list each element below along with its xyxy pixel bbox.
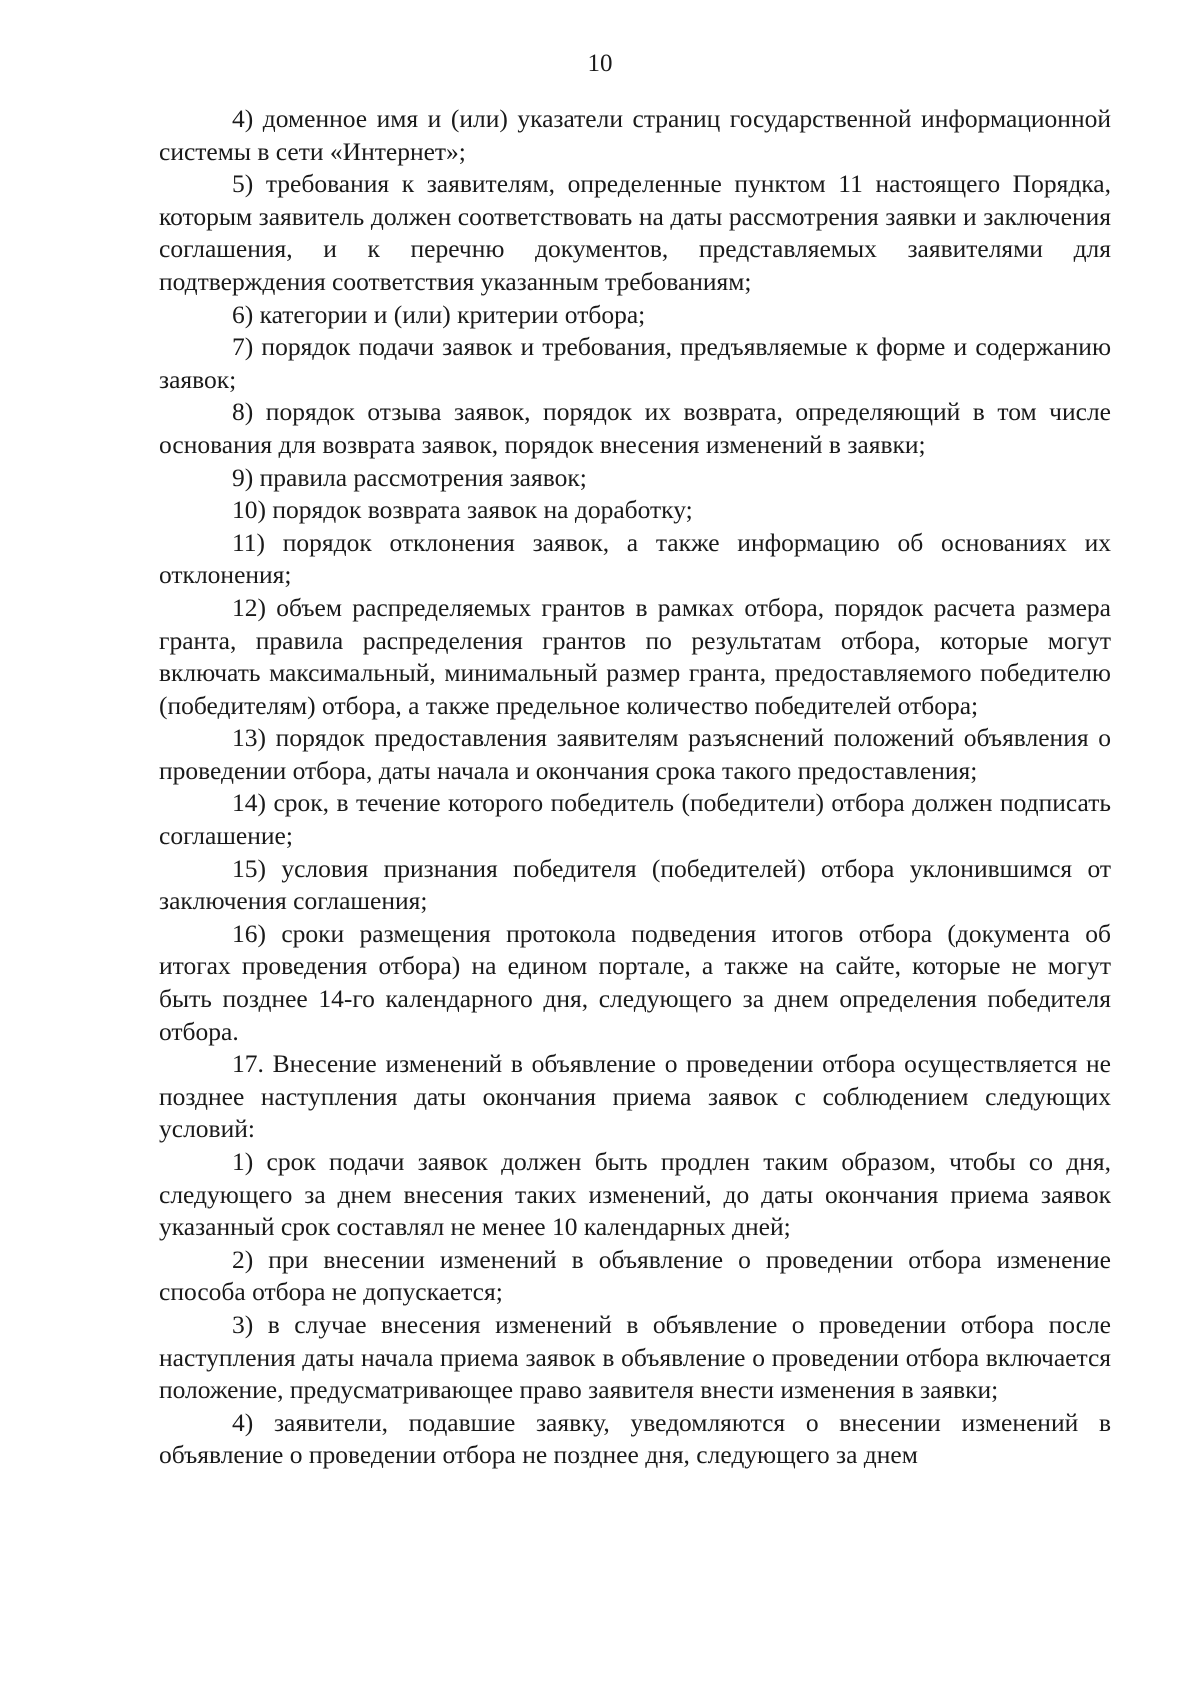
paragraph-item-5-applicant-requirements: 5) требования к заявителям, определенные пунктом 11 настоящего Порядка, которым заявитель должен соответствовать на даты рассмотрения заявки и заключения соглашения, и к перечню документов, представляемых заявителями для подтверждения соответствия указанным требованиям; xyxy=(159,169,1111,296)
paragraph-item-9-review-rules: 9) правила рассмотрения заявок; xyxy=(232,462,587,492)
paragraph-item-12-grant-volume: 12) объем распределяемых грантов в рамках отбора, порядок расчета размера гранта, правила распределения грантов по результатам отбора, которые могут включать максимальный, минимальный размер гранта, предоставляемого победителю (победителям) отбора, а также предельное количество победителей отбора; xyxy=(159,592,1111,720)
paragraph-item-4-domain-name: 4) доменное имя и (или) указатели страниц государственной информационной системы в сети «Интернет»; xyxy=(159,104,1111,166)
page-number: 10 xyxy=(587,50,613,77)
paragraph-item-8-withdrawal-order: 8) порядок отзыва заявок, порядок их возврата, определяющий в том числе основания для возврата заявок, порядок внесения изменений в заявки; xyxy=(159,397,1111,459)
paragraph-item-15-evasion-conditions: 15) условия признания победителя (победителей) отбора уклонившимся от заключения соглашения; xyxy=(159,853,1111,916)
paragraph-condition-2-method: 2) при внесении изменений в объявление о проведении отбора изменение способа отбора не допускается; xyxy=(159,1244,1111,1307)
paragraph-item-14-signing-deadline: 14) срок, в течение которого победитель (победители) отбора должен подписать соглашение; xyxy=(159,788,1111,851)
document-body xyxy=(159,103,1111,1472)
paragraph-condition-4-notification: 4) заявители, подавшие заявку, уведомляются о внесении изменений в объявление о проведении отбора не позднее дня, следующего за днем xyxy=(159,1407,1111,1470)
paragraph-item-7-submission-order: 7) порядок подачи заявок и требования, предъявляемые к форме и содержанию заявок; xyxy=(159,332,1111,394)
paragraph-item-10-return-for-revision: 10) порядок возврата заявок на доработку; xyxy=(232,495,693,525)
paragraph-item-6-criteria: 6) категории и (или) критерии отбора; xyxy=(232,299,646,329)
paragraph-section-17-amendments: 17. Внесение изменений в объявление о проведении отбора осуществляется не позднее наступления даты окончания приема заявок с соблюдением следующих условий: xyxy=(159,1049,1111,1144)
paragraph-item-13-clarifications: 13) порядок предоставления заявителям разъяснений положений объявления о проведении отбора, даты начала и окончания срока такого предоставления; xyxy=(159,723,1111,785)
paragraph-condition-1-extension: 1) срок подачи заявок должен быть продлен таким образом, чтобы со дня, следующего за днем внесения таких изменений, до даты окончания приема заявок указанный срок составлял не менее 10 календарных дней; xyxy=(159,1147,1111,1242)
paragraph-item-16-protocol-deadlines: 16) сроки размещения протокола подведения итогов отбора (документа об итогах проведения отбора) на едином портале, а также на сайте, которые не могут быть позднее 14-го календарного дня, следующего за днем определения победителя отбора. xyxy=(159,918,1111,1046)
paragraph-condition-3-applicant-rights: 3) в случае внесения изменений в объявление о проведении отбора после наступления даты начала приема заявок в объявление о проведении отбора включается положение, предусматривающее право заявителя внести изменения в заявки; xyxy=(159,1309,1111,1405)
paragraph-item-11-rejection-order: 11) порядок отклонения заявок, а также информацию об основаниях их отклонения; xyxy=(159,527,1111,590)
